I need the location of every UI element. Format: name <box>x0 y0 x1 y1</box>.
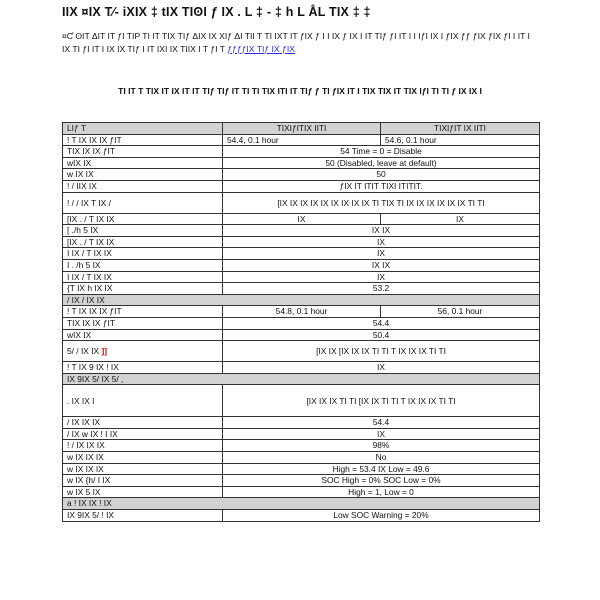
row-value: High = 53.4 ΙΧ Low = 49.6 <box>223 463 540 475</box>
row-value: SOC High = 0% SOC Low = 0% <box>223 475 540 487</box>
row-value: ΙΧ <box>223 236 540 248</box>
row-label: . ΙΧ ΙΧ Ι <box>63 385 223 417</box>
row-value: 54 Time = 0 = Disable <box>223 146 540 158</box>
table-row <box>63 452 540 464</box>
row-value: High = 1, Low = 0 <box>223 486 540 498</box>
row-label-flag: ]] <box>101 346 108 357</box>
row-value: 98% <box>223 440 540 452</box>
row-value: ΙΧ <box>223 362 540 374</box>
table-row <box>63 213 540 225</box>
row-value: ΙΧ <box>223 428 540 440</box>
row-label: wΙΧ ΙΧ <box>63 157 223 169</box>
table-row <box>63 134 540 146</box>
table-row <box>63 486 540 498</box>
table-row <box>63 306 540 318</box>
row-label-text: 5/ / ΙΧ ΙΧ <box>67 346 100 357</box>
table-row <box>63 510 540 522</box>
row-value: 53.2 <box>223 283 540 295</box>
row-label: w ΙΧ 5 ΙΧ <box>63 486 223 498</box>
row-value: ΙΧ ΙΧ <box>223 259 540 271</box>
intro-text: ¤Ƈ ʘΙT ΔΙΤ ΙΤ ƒΙ ΤΙΡ ΤΙ ΙΤ ΤΙΧ ΤIƒ ΔΙΧ ΙΧ ΧΙƒ ΔΙ ΤΙΙ Τ ΤΙ ΙΧΤ ΙΤ ƒΙΧ ƒ Ι Ι ΙΧ ƒ ΙΧ Ι ΙΤ ΤΙƒ ƒΙ ΙΤ Ι Ι ΙƒΙ ΙΧ Ι ƒΙΧ ƒƒ ƒΙΧ ƒΙΧ ƒΙ Ι ΙΤ Ι ΙΧ ΤΙ ƒΙ ΙΤ Ι ΙΧ ΙΧ ΤΙƒ Ι ΙΤ ΙΧΙ ΙΧ ΤΙΙΧ Ι Τ ƒΙ Τ <box>62 31 530 54</box>
table-header-row <box>63 123 540 135</box>
row-label: ! / / ΙΧ Τ ΙΧ / <box>63 192 223 213</box>
row-label: w ΙΧ ΙΧ ΙΧ <box>63 452 223 464</box>
table-row <box>63 271 540 283</box>
row-label: / ΙΧ w ΙΧ ! Ι ΙΧ <box>63 428 223 440</box>
table-row <box>63 236 540 248</box>
row-value-b: ΙΧ <box>381 213 540 225</box>
row-value-a: 54.4, 0.1 hour <box>223 134 381 146</box>
row-value: ΙΧ <box>223 271 540 283</box>
table-row <box>63 385 540 417</box>
table-row <box>63 428 540 440</box>
row-label: ! Τ ΙΧ ΙΧ ΙΧ ƒΙΤ <box>63 134 223 146</box>
table-row <box>63 180 540 192</box>
row-label: w ΙΧ {h/ Ι ΙΧ <box>63 475 223 487</box>
row-label: ΤΙΧ ΙΧ ΙΧ ƒΙΤ <box>63 146 223 158</box>
table-row <box>63 169 540 181</box>
row-label: ! / ΙΙΧ ΙΧ <box>63 180 223 192</box>
row-value: 50.4 <box>223 329 540 341</box>
row-label: w ΙΧ ΙΧ ΙΧ <box>63 463 223 475</box>
table-row <box>63 157 540 169</box>
row-value: [ΙΧ ΙΧ ΙΧ ΙΧ ΙΧ ΙΧ ΙΧ ΙΧ ΙΧ ΤΙ ΤΙΧ ΤΙ ΙΧ ΙΧ ΙΧ ΙΧ ΙΧ ΙΧ ΤΙ ΤΙ <box>223 192 540 213</box>
row-value: 50 <box>223 169 540 181</box>
row-value: No <box>223 452 540 464</box>
row-label: {Τ ΙΧ h ΙΧ ΙΧ <box>63 283 223 295</box>
table-row <box>63 440 540 452</box>
table-row <box>63 146 540 158</box>
row-value-a: 54.8, 0.1 hour <box>223 306 381 318</box>
section-heading: a ! ΙΧ ΙΧ ! ΙΧ <box>63 498 540 510</box>
table-row <box>63 192 540 213</box>
row-label: / ΙΧ ΙΧ ΙΧ <box>63 417 223 429</box>
section-heading: ΙΧ 9ΙΧ 5/ ΙΧ 5/ , <box>63 373 540 385</box>
header-value-b: ΤΙΧΙƒΙΤ ΙΧ ΙΙΤΙ <box>381 123 540 135</box>
header-value-a: ΤΙΧΙƒΙΤΙΧ ΙΙΤΙ <box>223 123 381 135</box>
table-row <box>63 341 540 362</box>
table-caption: ΤΙ ΙΤ Τ ΤΙΧ ΙΤ ΙΧ ΙΤ ΙΤ ΤΙƒ ΤΙƒ ΙΤ ΤΙ ΤΙ ΤΙΧ ΙΤΙ ΙΤ ΤΙƒ ƒ ΤΙ ƒΙΧ ΙΤ Ι ΤΙΧ ΤΙΧ ΙΤ ΤΙΧ ΙƒΙ ΤΙ ΤΙ ƒ ΙΧ ΙΧ Ι <box>118 86 482 96</box>
row-label: w ΙΧ ΙΧ <box>63 169 223 181</box>
table-section-row <box>63 498 540 510</box>
row-label: [IX . / Τ ΙΧ ΙΧ <box>63 213 223 225</box>
header-setting: LIƒ Τ <box>63 123 223 135</box>
row-label: [ΙΧ . / Τ ΙΧ ΙΧ <box>63 236 223 248</box>
row-label: [ ./h 5 ΙΧ <box>63 225 223 237</box>
row-label: I ΙΧ / Τ ΙΧ ΙΧ <box>63 248 223 260</box>
row-value: Low SOC Warning = 20% <box>223 510 540 522</box>
table-row <box>63 283 540 295</box>
table-row <box>63 417 540 429</box>
table-row <box>63 475 540 487</box>
row-value: 54.4 <box>223 417 540 429</box>
row-value: ƒΙΧ ΙΤ ΙΤΙΤ ΤΙΧΙ ΙΤΙΤΙΤ. <box>223 180 540 192</box>
row-label: wΙΧ ΙΧ <box>63 329 223 341</box>
section-heading: / ΙΧ / ΙΧ ΙΧ <box>63 294 540 306</box>
table-row <box>63 259 540 271</box>
table-section-row <box>63 373 540 385</box>
row-label: ! Τ ΙΧ 9 ΙΧ ! ΙΧ <box>63 362 223 374</box>
settings-table <box>62 122 540 522</box>
row-label: ! / ΙΧ ΙΧ ΙΧ <box>63 440 223 452</box>
table-row <box>63 225 540 237</box>
document-title: IIX ¤IX T⁄- iXIX ‡ tIX TIʘI ƒ IX . L ‡ - ‡ h L ÅL TIX ‡ ‡ <box>62 5 371 19</box>
row-label: ! Τ ΙΧ ΙΧ ΙΧ ƒΙΤ <box>63 306 223 318</box>
row-value-b: 56, 0.1 hour <box>381 306 540 318</box>
row-label: ΙΧ 9ΙΧ 5/ ! ΙΧ <box>63 510 223 522</box>
row-label: ΤΙΧ ΙΧ ΙΧ ƒΙΤ <box>63 317 223 329</box>
row-label: I . /h 5 ΙΧ <box>63 259 223 271</box>
intro-paragraph <box>62 30 540 55</box>
row-value-b: 54.6, 0.1 hour <box>381 134 540 146</box>
row-value: 50 (Disabled, leave at default) <box>223 157 540 169</box>
row-value: [ΙΧ ΙΧ ΙΧ ΤΙ ΤΙ [ΙΧ ΙΧ ΤΙ ΤΙ Τ ΙΧ ΙΧ ΙΧ ΤΙ ΤΙ <box>223 385 540 417</box>
row-value: ΙΧ ΙΧ <box>223 225 540 237</box>
row-value: [ΙΧ ΙΧ [ΙΧ ΙΧ ΙΧ ΤΙ ΤΙ Τ ΙΧ ΙΧ ΙΧ ΤΙ ΤΙ <box>223 341 540 362</box>
row-label: I ΙΧ / Τ ΙΧ ΙΧ <box>63 271 223 283</box>
row-label <box>63 341 223 362</box>
row-value: ΙΧ <box>223 248 540 260</box>
table-row <box>63 317 540 329</box>
table-row <box>63 248 540 260</box>
table-row <box>63 329 540 341</box>
table-row <box>63 463 540 475</box>
row-value: 54.4 <box>223 317 540 329</box>
row-value-a: ΙΧ <box>223 213 381 225</box>
table-row <box>63 362 540 374</box>
intro-link[interactable]: ƒƒƒƒΙΧ ΤΙƒ ΙΧ ƒΙΧ <box>227 43 295 54</box>
table-section-row <box>63 294 540 306</box>
